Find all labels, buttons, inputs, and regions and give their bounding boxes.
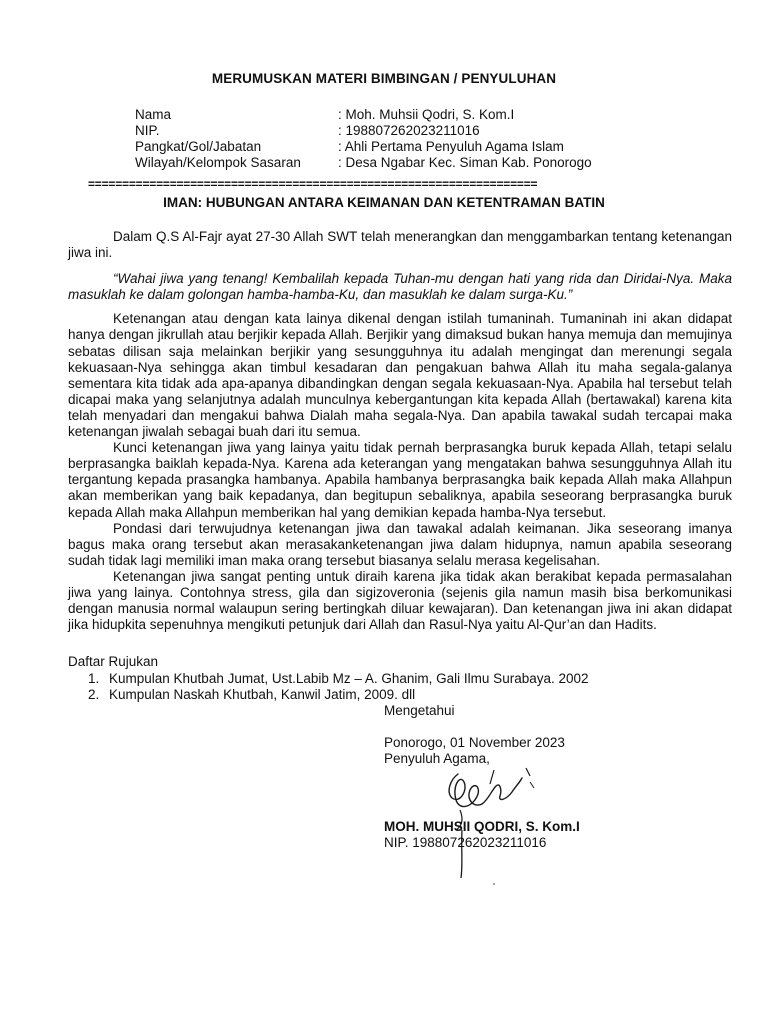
sign-acknowledge: Mengetahui <box>384 703 455 718</box>
document-title: MERUMUSKAN MATERI BIMBINGAN / PENYULUHAN <box>211 71 557 86</box>
reference-item: 1. Kumpulan Khutbah Jumat, Ust.Labib Mz – A. Ghanim, Gali Ilmu Surabaya. 2002 <box>103 671 589 688</box>
identity-value: : Ahli Pertama Penyuluh Agama Islam <box>338 139 564 154</box>
identity-label: Wilayah/Kelompok Sasaran <box>135 155 301 170</box>
identity-value: : 198807262023211016 <box>338 123 480 138</box>
identity-value: : Desa Ngabar Kec. Siman Kab. Ponorogo <box>338 155 592 170</box>
sign-place-date: Ponorogo, 01 November 2023 <box>384 735 565 750</box>
identity-row-name <box>135 107 514 123</box>
sign-role: Penyuluh Agama, <box>384 751 490 766</box>
quran-quote: “Wahai jiwa yang tenang! Kembalilah kepada Tuhan-mu dengan hati yang rida dan Diridai-Nya. Maka masuklah ke dalam golongan hamba-hamba-Ku, dan masuklah ke dalam surga-Ku.” <box>68 271 732 303</box>
identity-row-rank <box>135 139 564 155</box>
signatory-name: MOH. MUHSII QODRI, S. Kom.I <box>384 819 580 834</box>
reference-item: 2. Kumpulan Naskah Khutbah, Kanwil Jatim, 2009. dll <box>103 687 589 704</box>
section-subtitle: IMAN: HUBUNGAN ANTARA KEIMANAN DAN KETENTRAMAN BATIN <box>163 195 605 210</box>
body-text <box>68 229 732 633</box>
identity-value: : Moh. Muhsii Qodri, S. Kom.I <box>338 107 515 122</box>
identity-label: NIP. <box>135 123 160 138</box>
paragraph-3: Pondasi dari terwujudnya ketenangan jiwa dan tawakal adalah keimanan. Jika seseorang imanya bagus maka orang tersebut akan merasakanketenangan jiwa dalam hidupnya, namun apabila seseorang sudah tidak lagi memiliki iman maka orang tersebut biasanya selalu merasa kegelisahan. <box>68 520 732 568</box>
signatory-nip: NIP. 198807262023211016 <box>384 835 547 850</box>
references <box>68 654 589 704</box>
references-list <box>68 671 589 704</box>
separator-line: ================================================================== <box>88 179 538 189</box>
identity-row-region <box>135 155 592 171</box>
references-heading: Daftar Rujukan <box>68 654 159 669</box>
paragraph-4: Ketenangan jiwa sangat penting untuk diraih karena jika tidak akan berakibat kepada permasalahan jiwa yang lainya. Contohnya stress, gila dan sigizoveronia (sejenis gila namun masih bisa berkomunikasi dengan manusia normal walaupun sering bertingkah diluar kewajaran). Dan ketenangan jiwa ini akan didapat jika hidupkita sepenuhnya mengikuti petunjuk dari Allah dan Rasul-Nya yaitu Al-Qur’an dan Hadits. <box>68 568 732 633</box>
paragraph-2: Kunci ketenangan jiwa yang lainya yaitu tidak pernah berprasangka buruk kepada Allah, tetapi selalu berprasangka baiklah kepada-Nya. Karena ada keterangan yang mengatakan bahwa sesungguhnya Allah itu tergantung kepada prasangka hambanya. Apabila hambanya berprasangka baik kepada Allah maka Allahpun akan memberikan yang baik kepadanya, dan begitupun sebaliknya, apabila seseorang berprasangka buruk kepada Allah maka Allahpun memberikan hal yang demikian kepada hamba-Nya tersebut. <box>68 440 732 520</box>
identity-label: Nama <box>135 107 172 122</box>
intro-paragraph: Dalam Q.S Al-Fajr ayat 27-30 Allah SWT telah menerangkan dan menggambarkan tentang ketenangan jiwa ini. <box>68 229 732 261</box>
identity-label: Pangkat/Gol/Jabatan <box>135 139 262 154</box>
identity-row-nip <box>135 123 480 139</box>
paragraph-1: Ketenangan atau dengan kata lainya dikenal dengan istilah tumaninah. Tumaninah ini akan didapat hanya dengan jikrullah atau berjikir kepada Allah. Berjikir yang dimaksud bukan hanya memuja dan memujinya sebatas dilisan saja melainkan berjikir yang sesungguhnya itu adalah mengingat dan merenungi segala kekuasaan-Nya sehingga akan timbul kesadaran dan pengakuan bahwa Allah itu maha segala-galanya sementara kita tidak ada apa-apanya dibandingkan dengan segala kekuasaan-Nya. Apabila hal tersebut telah dicapai maka yang selanjutnya adalah munculnya kebergantungan kita kepada Allah (bertawakal) karena kita telah menyadari dan mengakui bahwa Dialah maha segala-Nya. Dan apabila tawakal sudah tercapai maka ketenangan jiwalah sebagai buah dari itu semua. <box>68 311 732 440</box>
